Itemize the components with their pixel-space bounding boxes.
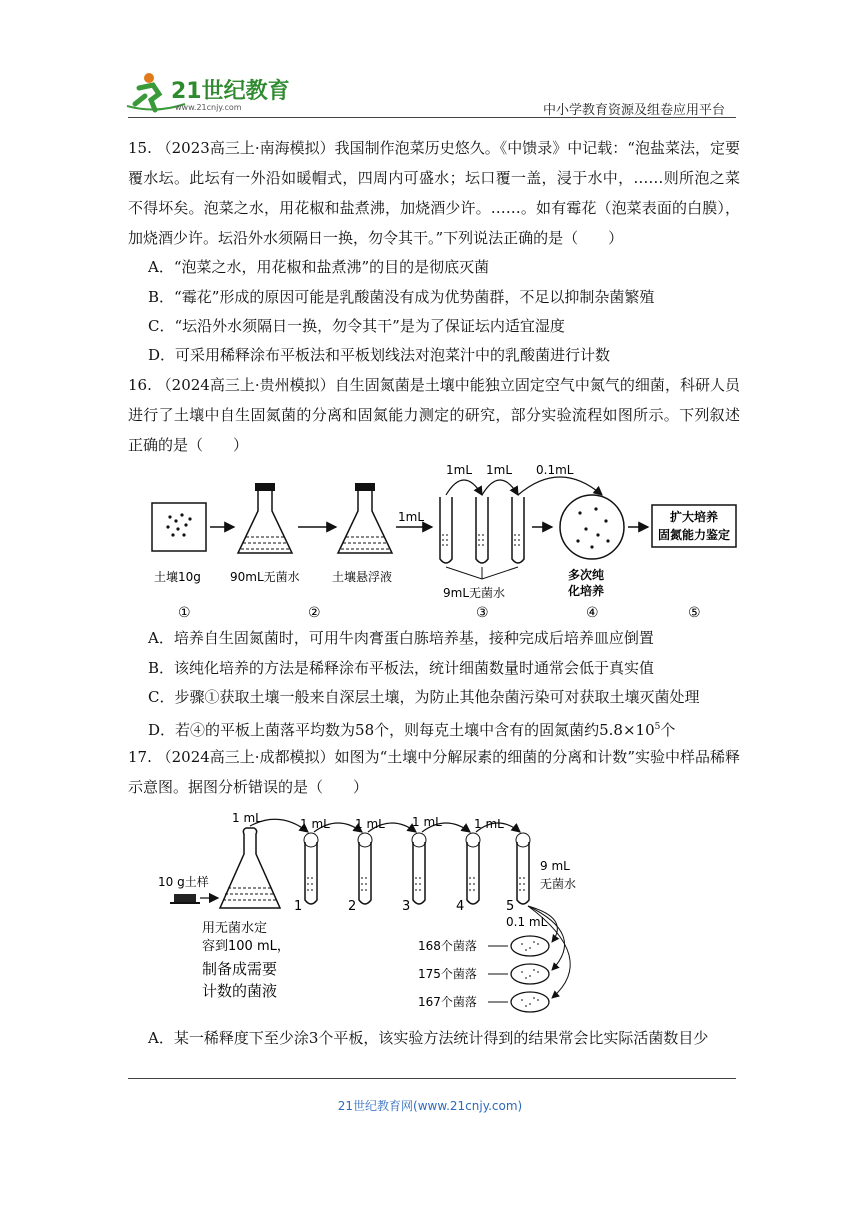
tube-caps	[304, 833, 530, 847]
label-purify-1: 多次纯	[568, 568, 605, 582]
q16-option-a: A．培养自生固氮菌时，可用牛肉膏蛋白胨培养基，接种完成后培养皿应倒置	[148, 629, 654, 647]
tube-no-3: 3	[402, 899, 411, 914]
sample-flask	[220, 828, 280, 908]
label-tube-water: 9mL无菌水	[443, 586, 506, 600]
water-line2: 无菌水	[540, 877, 577, 891]
step-4: ④	[586, 605, 599, 621]
tube-transfer-2: 1mL	[486, 463, 513, 477]
q15-option-d: D．可采用稀释涂布平板法和平板划线法对泡菜汁中的乳酸菌进行计数	[148, 346, 611, 364]
q15-option-c: C．“坛沿外水须隔日一换，勿令其干”是为了保证坛内适宜湿度	[148, 317, 565, 335]
flask-line1: 用无菌水定	[202, 921, 268, 936]
step-1: ①	[178, 605, 191, 621]
transfer-3: 1 mL	[412, 815, 442, 829]
platform-name: 中小学教育资源及组卷应用平台	[542, 103, 725, 118]
tube-no-2: 2	[348, 899, 357, 914]
transfer-1: 1 mL	[300, 817, 330, 831]
q16-option-b: B．该纯化培养的方法是稀释涂布平板法，统计细菌数量时通常会低于真实值	[148, 659, 655, 677]
q17-figure	[150, 808, 600, 1023]
footer-divider	[128, 1078, 736, 1079]
box-line2: 固氮能力鉴定	[657, 528, 731, 542]
soil-sample-icon	[170, 894, 200, 903]
flask-line3: 制备成需要	[202, 960, 278, 978]
site-logo	[125, 70, 290, 114]
transfer-0: 1 mL	[232, 811, 262, 825]
q16-figure	[140, 455, 740, 623]
transfer-label: 1mL	[398, 510, 425, 524]
label-soil: 土壤10g	[154, 570, 201, 584]
q16-option-d-text: D．若④的平板上菌落平均数为58个，则每克土壤中含有的固氮菌约5.8×10	[148, 721, 655, 739]
q16-option-d-unit: 个	[660, 721, 676, 739]
tube-transfer-1: 1mL	[446, 463, 473, 477]
logo-text: 21世纪教育	[171, 79, 290, 104]
q16-option-c: C．步骤①获取土壤一般来自深层土壤，为防止其他杂菌污染可对获取土壤灭菌处理	[148, 688, 700, 706]
q16-option-d	[148, 712, 740, 745]
step-5: ⑤	[688, 605, 701, 621]
q15-option-a: A．“泡菜之水，用花椒和盐煮沸”的目的是彻底灭菌	[148, 258, 490, 276]
q16-option-d-exponent: 5	[654, 722, 661, 732]
q16-stem: 16. （2024高三上·贵州模拟）自生固氮菌是土壤中能独立固定空气中氮气的细菌，科研人员进行了土壤中自生固氮菌的分离和固氮能力测定的研究，部分实验流程如图所示。下列叙述正确的是（ ）	[128, 376, 740, 454]
colony-count-2: 175个菌落	[418, 967, 477, 981]
flask-water	[238, 483, 292, 553]
flask-line4: 计数的菌液	[202, 982, 278, 1000]
header-divider	[128, 117, 736, 118]
flask-line2: 容到100 mL，	[202, 939, 290, 954]
transfer-4: 1 mL	[474, 817, 504, 831]
soil-dots	[166, 513, 191, 536]
q17-stem: 17. （2024高三上·成都模拟）如图为“土壤中分解尿素的细菌的分离和计数”实验中样品稀释示意图。据图分析错误的是（ ）	[128, 748, 740, 796]
tube-no-1: 1	[294, 899, 303, 914]
flask-suspension	[338, 483, 392, 553]
tube-water-levels	[307, 878, 527, 890]
label-water: 90mL无菌水	[230, 570, 300, 584]
logo-url: www.21cnjy.com	[175, 103, 242, 112]
tube-no-5: 5	[506, 899, 515, 914]
step-3: ③	[476, 605, 489, 621]
box-line1: 扩大培养	[669, 510, 719, 524]
tube-no-4: 4	[456, 899, 465, 914]
tube-liquid	[442, 535, 522, 545]
tube-transfer-3: 0.1mL	[536, 463, 574, 477]
plate-volume: 0.1 mL	[506, 915, 548, 929]
colony-count-1: 168个菌落	[418, 939, 477, 953]
step-2: ②	[308, 605, 321, 621]
test-tubes	[440, 497, 524, 563]
label-sample: 10 g土样	[158, 875, 209, 889]
culture-plate	[560, 495, 624, 559]
water-line1: 9 mL	[540, 859, 570, 873]
soil-box	[152, 503, 206, 551]
label-suspension: 土壤悬浮液	[332, 570, 393, 584]
q15-option-b: B．“霉花”形成的原因可能是乳酸菌没有成为优势菌群，不足以抑制杂菌繁殖	[148, 288, 655, 306]
q17-option-a: A．某一稀释度下至少涂3个平板，该实验方法统计得到的结果常会比实际活菌数目少	[148, 1029, 709, 1047]
label-purify-2: 化培养	[568, 584, 605, 598]
transfer-2: 1 mL	[355, 817, 385, 831]
dilution-tubes	[305, 842, 529, 904]
footer-link[interactable]: 21世纪教育网(www.21cnjy.com)	[337, 1099, 523, 1113]
plate-colonies	[521, 941, 539, 1007]
q15-stem: 15. （2023高三上·南海模拟）我国制作泡菜历史悠久。《中馈录》中记载：“泡盐菜法，定要覆水坛。此坛有一外沿如暖帽式，四周内可盛水；坛口覆一盖，浸于水中，……则所泡之菜不得坏矣。泡菜之水，用花椒和盐煮沸，加烧酒少许。……。如有霉花（泡菜表面的白膜），加烧酒少许。坛沿外水须隔日一换，勿令其干。”下列说法正确的是（ ）	[128, 139, 740, 247]
colony-count-3: 167个菌落	[418, 995, 477, 1009]
